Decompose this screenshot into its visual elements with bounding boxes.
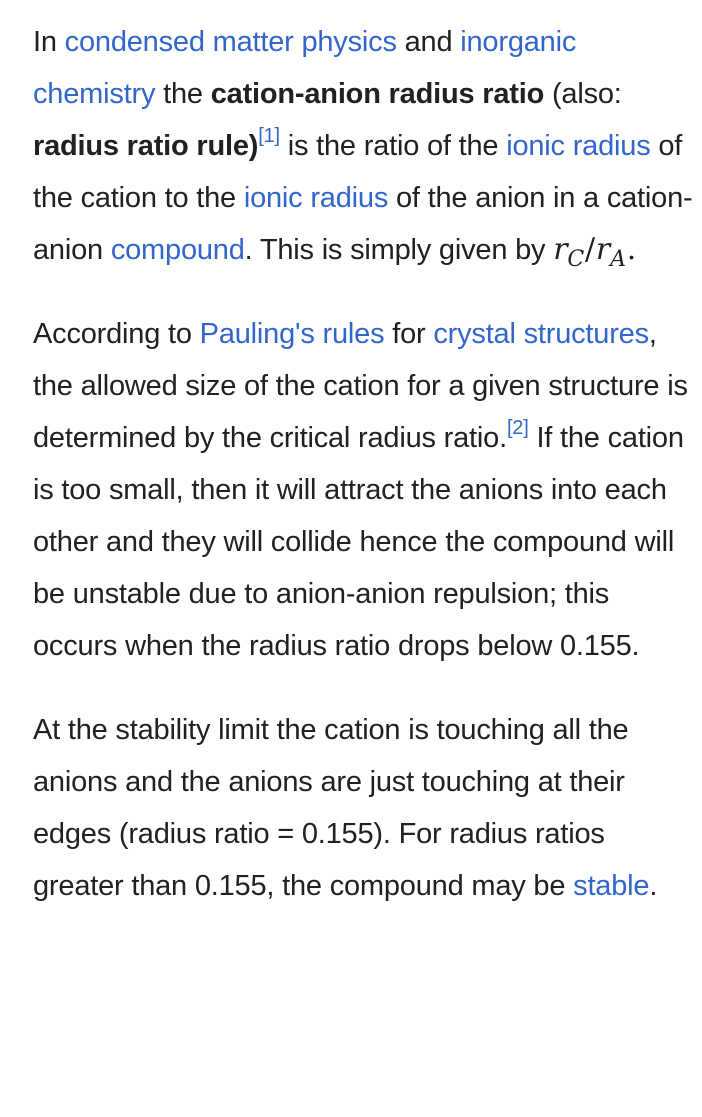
text: . xyxy=(649,870,658,902)
formula-radius-ratio xyxy=(553,232,637,272)
formula-r-cation: r xyxy=(553,232,568,267)
link-ionic-radius[interactable]: ionic radius xyxy=(506,130,651,162)
link-paulings-rules[interactable]: Pauling's rules xyxy=(199,318,385,350)
text: , the allowed size of the cation for a given structure is determined by the critical radius ratio. xyxy=(33,318,688,454)
formula-sub-a: A xyxy=(610,247,626,272)
link-stable[interactable]: stable xyxy=(573,870,650,902)
paragraph-stability-limit xyxy=(33,704,693,912)
text: the xyxy=(155,78,211,110)
paragraph-intro xyxy=(33,16,693,276)
text: of the cation to the xyxy=(33,130,683,214)
formula-sub-c: C xyxy=(567,247,584,272)
text: of the anion in a cation-anion xyxy=(33,182,693,266)
link-crystal-structures[interactable]: crystal structures xyxy=(433,318,649,350)
paragraph-paulings-rules xyxy=(33,308,693,672)
text: is the ratio of the xyxy=(279,130,507,162)
link-ionic-radius-2[interactable]: ionic radius xyxy=(243,182,389,214)
bold-alias: radius ratio rule) xyxy=(33,130,259,162)
reference-1 xyxy=(258,125,280,147)
text: and xyxy=(396,26,461,58)
text: . This is simply given by xyxy=(244,234,554,266)
text: If the cation is too small, then it will attract the anions into each other and they will collide hence the compound will be unstable due to anion-anion repulsion; this occurs when the radius ratio drops below 0.155. xyxy=(33,422,684,662)
text: In xyxy=(33,26,65,58)
article-body xyxy=(33,16,693,912)
link-compound[interactable]: compound xyxy=(110,234,245,266)
text: According to xyxy=(33,318,200,350)
bold-term: cation-anion radius ratio xyxy=(210,78,545,110)
link-condensed-matter-physics[interactable]: condensed matter physics xyxy=(64,26,397,58)
formula-period: . xyxy=(626,232,637,267)
link-inorganic-chemistry[interactable]: inorganic chemistry xyxy=(33,26,577,110)
reference-1-link[interactable]: [1] xyxy=(258,125,280,148)
reference-2-link[interactable]: [2] xyxy=(506,417,529,440)
text: At the stability limit the cation is touching all the anions and the anions are just touching at their edges (radius ratio = 0.155). For radius ratios greater than 0.155, the compound may be xyxy=(33,714,629,902)
reference-2 xyxy=(507,417,529,439)
formula-r-anion: r xyxy=(595,232,611,267)
formula-slash: / xyxy=(585,232,595,267)
text: for xyxy=(384,318,434,350)
text: (also: xyxy=(544,78,622,110)
